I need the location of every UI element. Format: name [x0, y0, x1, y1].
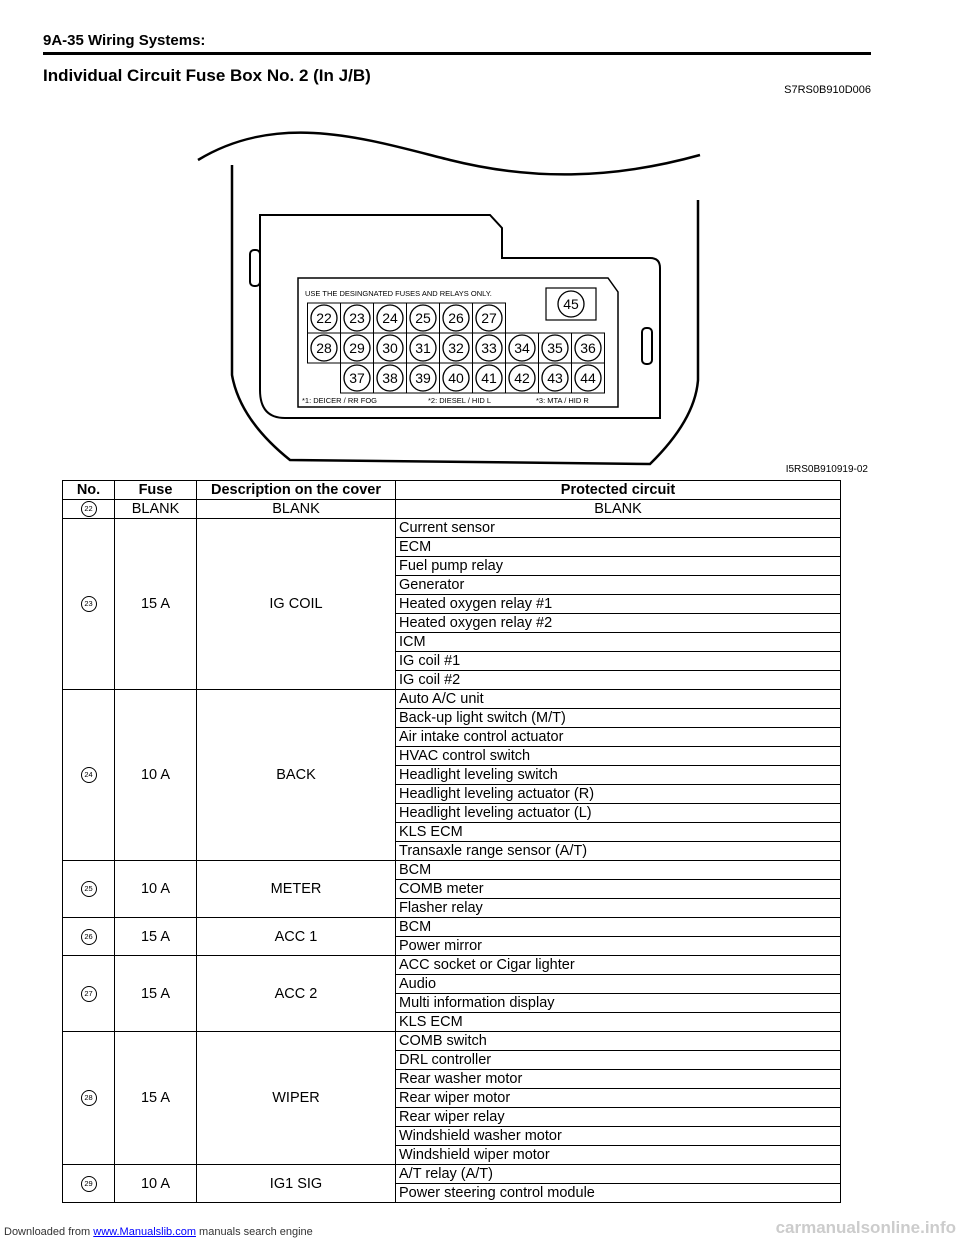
table-row — [63, 861, 841, 880]
figure-caption: I5RS0B910919-02 — [785, 464, 868, 475]
fuse-rating-cell: 10 A — [115, 690, 197, 861]
fuse-slot — [539, 333, 572, 363]
fuse-slot — [473, 363, 506, 393]
table-row — [63, 1032, 841, 1051]
fuse-number-badge: 22 — [81, 501, 97, 517]
protected-circuit-cell: HVAC control switch — [396, 747, 841, 766]
table-row — [63, 1165, 841, 1184]
fuse-number-cell — [63, 1032, 115, 1165]
protected-circuit-cell: ACC socket or Cigar lighter — [396, 956, 841, 975]
fuse-slot — [506, 333, 539, 363]
protected-circuit-cell: Rear wiper relay — [396, 1108, 841, 1127]
fuse-slot-number: 42 — [514, 370, 530, 386]
protected-circuit-cell: Headlight leveling actuator (L) — [396, 804, 841, 823]
fuse-slot — [572, 333, 605, 363]
cover-description-cell: IG COIL — [197, 519, 396, 690]
fuse-slot-number: 23 — [349, 310, 365, 326]
fuse-number-badge: 29 — [81, 1176, 97, 1192]
fuse-slot-number: 22 — [316, 310, 332, 326]
fuse-slot-number: 30 — [382, 340, 398, 356]
fuse-number-badge: 26 — [81, 929, 97, 945]
fuse-slot-number: 31 — [415, 340, 431, 356]
protected-circuit-cell: Transaxle range sensor (A/T) — [396, 842, 841, 861]
fuse-slot — [341, 363, 374, 393]
protected-circuit-cell: Current sensor — [396, 519, 841, 538]
col-circuit-header: Protected circuit — [396, 481, 841, 500]
fuse-slot-number: 38 — [382, 370, 398, 386]
fuse-rating-cell: 15 A — [115, 519, 197, 690]
fuse-rating-cell: 15 A — [115, 918, 197, 956]
protected-circuit-cell: Heated oxygen relay #1 — [396, 595, 841, 614]
protected-circuit-cell: Air intake control actuator — [396, 728, 841, 747]
protected-circuit-cell: KLS ECM — [396, 1013, 841, 1032]
footer-prefix: Downloaded from — [4, 1226, 94, 1238]
fuse-slot — [440, 363, 473, 393]
watermark: carmanualsonline.info — [775, 1218, 956, 1237]
relay-number: 45 — [563, 296, 579, 312]
fuse-rating-cell: 10 A — [115, 1165, 197, 1203]
fuse-slot — [473, 333, 506, 363]
fuse-rating-cell: 15 A — [115, 956, 197, 1032]
fuse-slot-number: 33 — [481, 340, 497, 356]
protected-circuit-cell: Headlight leveling actuator (R) — [396, 785, 841, 804]
fuse-slot — [407, 303, 440, 333]
protected-circuit-cell: Heated oxygen relay #2 — [396, 614, 841, 633]
fuse-slot-number: 41 — [481, 370, 497, 386]
section-code: S7RS0B910D006 — [784, 84, 871, 96]
protected-circuit-cell: Fuel pump relay — [396, 557, 841, 576]
fuse-number-cell — [63, 690, 115, 861]
fuse-slot — [407, 333, 440, 363]
fuse-slot — [407, 363, 440, 393]
fuse-slot-number: 26 — [448, 310, 464, 326]
protected-circuit-cell: BCM — [396, 918, 841, 937]
protected-circuit-cell: Rear wiper motor — [396, 1089, 841, 1108]
fuse-slot-number: 36 — [580, 340, 596, 356]
fuse-slot — [374, 333, 407, 363]
cover-description-cell: METER — [197, 861, 396, 918]
fuse-slot — [341, 303, 374, 333]
cover-wave-line — [198, 133, 700, 175]
protected-circuit-cell: Multi information display — [396, 994, 841, 1013]
fuse-rating-cell: 10 A — [115, 861, 197, 918]
fuse-slot-number: 35 — [547, 340, 563, 356]
note-2: *2: DIESEL / HID L — [428, 396, 492, 405]
fuse-slot-number: 32 — [448, 340, 464, 356]
relay-slot — [546, 288, 596, 320]
protected-circuit-cell: BLANK — [396, 500, 841, 519]
fuse-number-cell — [63, 1165, 115, 1203]
fuse-slot — [374, 363, 407, 393]
protected-circuit-cell: A/T relay (A/T) — [396, 1165, 841, 1184]
fuse-number-badge: 24 — [81, 767, 97, 783]
fuse-number-badge: 28 — [81, 1090, 97, 1106]
fuse-number-cell — [63, 861, 115, 918]
cover-description-cell: IG1 SIG — [197, 1165, 396, 1203]
fuse-note: USE THE DESINGNATED FUSES AND RELAYS ONLY. — [305, 289, 492, 298]
protected-circuit-cell: COMB switch — [396, 1032, 841, 1051]
fuse-number-cell — [63, 500, 115, 519]
protected-circuit-cell: Power mirror — [396, 937, 841, 956]
col-fuse-header: Fuse — [115, 481, 197, 500]
fuse-slot-number: 39 — [415, 370, 431, 386]
table-header-row — [63, 481, 841, 500]
fuse-slot — [374, 303, 407, 333]
protected-circuit-cell: DRL controller — [396, 1051, 841, 1070]
table-row — [63, 519, 841, 538]
fuse-box-diagram — [190, 120, 710, 475]
fuse-slot-number: 27 — [481, 310, 497, 326]
protected-circuit-cell: Flasher relay — [396, 899, 841, 918]
fuse-slot — [341, 333, 374, 363]
footer-suffix: manuals search engine — [195, 1226, 313, 1238]
section-title: Individual Circuit Fuse Box No. 2 (In J/B) — [43, 66, 371, 85]
manualslib-link[interactable]: www.Manualslib.com — [93, 1226, 196, 1238]
protected-circuit-cell: IG coil #1 — [396, 652, 841, 671]
clip-left — [250, 250, 260, 286]
col-no-header: No. — [63, 481, 115, 500]
protected-circuit-cell: COMB meter — [396, 880, 841, 899]
cover-description-cell: ACC 2 — [197, 956, 396, 1032]
protected-circuit-cell: BCM — [396, 861, 841, 880]
fuse-number-cell — [63, 519, 115, 690]
fuse-number-cell — [63, 956, 115, 1032]
fuse-slot — [539, 363, 572, 393]
cover-description-cell: WIPER — [197, 1032, 396, 1165]
note-1: *1: DEICER / RR FOG — [302, 396, 378, 405]
fuse-slot-number: 29 — [349, 340, 365, 356]
fuse-slot — [440, 333, 473, 363]
cover-description-cell: ACC 1 — [197, 918, 396, 956]
fuse-slot — [506, 363, 539, 393]
fuse-slot-number: 44 — [580, 370, 596, 386]
fuse-slot-number: 25 — [415, 310, 431, 326]
protected-circuit-cell: IG coil #2 — [396, 671, 841, 690]
fuse-slot-number: 43 — [547, 370, 563, 386]
fuse-rating-cell: BLANK — [115, 500, 197, 519]
clip-right — [642, 328, 652, 364]
page-header: 9A-35 Wiring Systems: — [43, 32, 206, 49]
protected-circuit-cell: Audio — [396, 975, 841, 994]
table-row — [63, 500, 841, 519]
protected-circuit-cell: Back-up light switch (M/T) — [396, 709, 841, 728]
protected-circuit-cell: Windshield wiper motor — [396, 1146, 841, 1165]
fuse-slot-number: 28 — [316, 340, 332, 356]
fuse-number-badge: 25 — [81, 881, 97, 897]
fuse-slot-number: 37 — [349, 370, 365, 386]
protected-circuit-cell: Auto A/C unit — [396, 690, 841, 709]
fuse-slot — [572, 363, 605, 393]
fuse-slot — [308, 303, 341, 333]
header-rule — [43, 52, 871, 55]
cover-description-cell: BACK — [197, 690, 396, 861]
fuse-number-badge: 23 — [81, 596, 97, 612]
fuse-rating-cell: 15 A — [115, 1032, 197, 1165]
protected-circuit-cell: Rear washer motor — [396, 1070, 841, 1089]
fuse-slot — [308, 333, 341, 363]
box-outline — [232, 165, 698, 464]
fuse-number-cell — [63, 918, 115, 956]
table-row — [63, 690, 841, 709]
protected-circuit-cell: Generator — [396, 576, 841, 595]
protected-circuit-cell: Windshield washer motor — [396, 1127, 841, 1146]
fuse-table — [62, 480, 841, 1203]
protected-circuit-cell: Headlight leveling switch — [396, 766, 841, 785]
table-row — [63, 918, 841, 937]
fuse-slot-number: 40 — [448, 370, 464, 386]
fuse-slot — [440, 303, 473, 333]
protected-circuit-cell: KLS ECM — [396, 823, 841, 842]
cover-description-cell: BLANK — [197, 500, 396, 519]
col-desc-header: Description on the cover — [197, 481, 396, 500]
table-row — [63, 956, 841, 975]
footer — [4, 1226, 313, 1238]
note-3: *3: MTA / HID R — [536, 396, 589, 405]
fuse-slot — [473, 303, 506, 333]
fuse-slot-number: 34 — [514, 340, 530, 356]
protected-circuit-cell: ICM — [396, 633, 841, 652]
protected-circuit-cell: Power steering control module — [396, 1184, 841, 1203]
protected-circuit-cell: ECM — [396, 538, 841, 557]
fuse-number-badge: 27 — [81, 986, 97, 1002]
fuse-slot-number: 24 — [382, 310, 398, 326]
